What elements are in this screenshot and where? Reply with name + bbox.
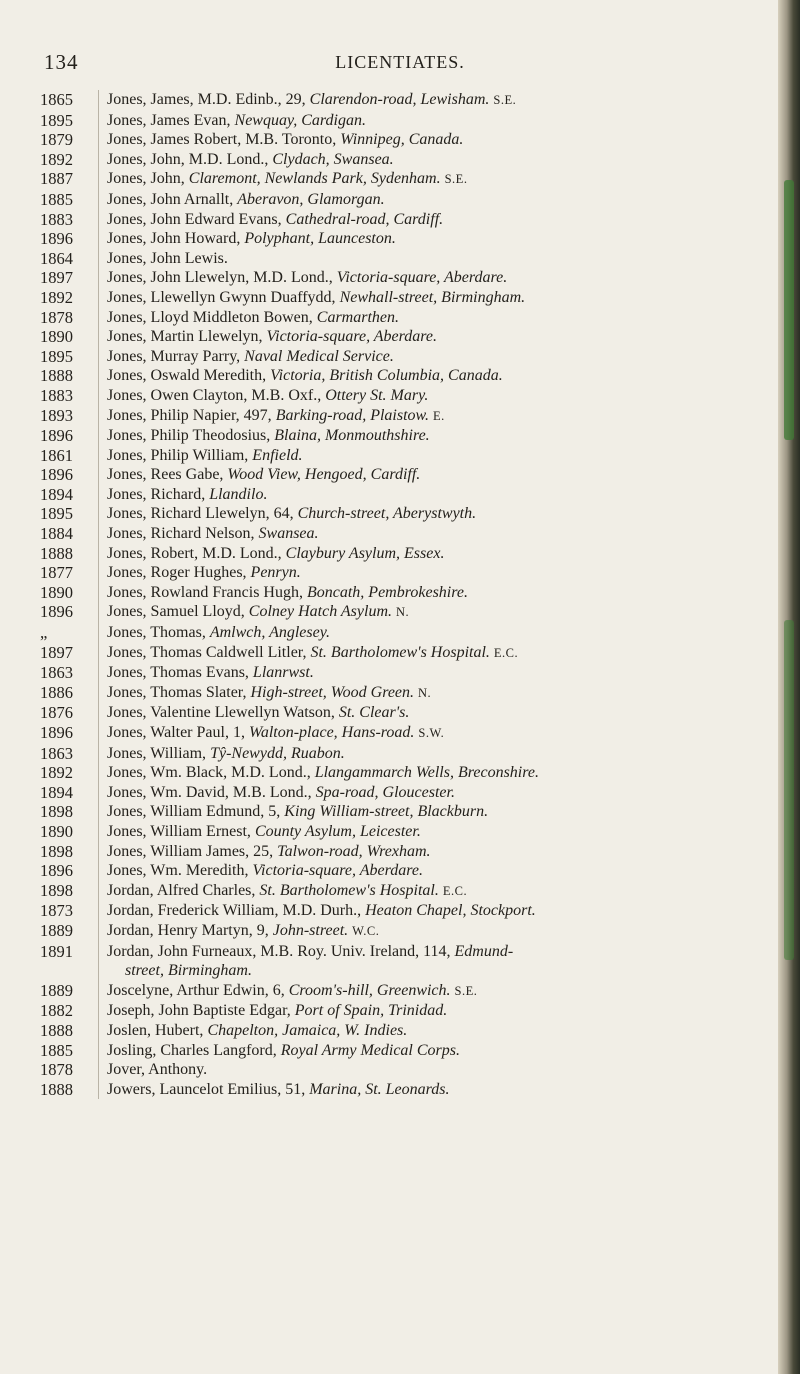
page-number: 134 (44, 50, 79, 74)
entry-year: 1898 (40, 802, 73, 822)
list-item (40, 426, 770, 446)
entry-year: 1892 (40, 763, 73, 783)
entry-body (98, 842, 770, 862)
entry-name: Jones, Wm. Meredith, (107, 862, 249, 880)
entry-district: N. (418, 685, 432, 700)
entry-name: Jones, John, (107, 170, 185, 188)
entry-body (98, 703, 770, 723)
entry-body (98, 1060, 770, 1080)
list-item (40, 406, 770, 427)
entry-body (98, 643, 770, 664)
entry-name: Joslen, Hubert, (107, 1021, 204, 1039)
entry-year: 1888 (40, 1079, 73, 1099)
entry-location: Church-street, Aberystwyth. (297, 505, 477, 523)
list-item (40, 881, 770, 902)
entry-year: 1863 (40, 743, 73, 763)
entry-location: Newhall-street, Birmingham. (339, 288, 526, 306)
list-item (40, 524, 770, 544)
entry-location: Boncath, Pembrokeshire. (306, 583, 468, 601)
entry-body (98, 426, 770, 446)
entry-location: Cathedral-road, Cardiff. (285, 210, 444, 228)
entry-body (98, 229, 770, 249)
entry-body (98, 683, 770, 704)
entry-year: 1888 (40, 366, 73, 386)
entry-year: 1894 (40, 782, 73, 802)
entry-body (98, 1080, 770, 1100)
entry-body (98, 111, 770, 131)
list-item (40, 842, 770, 862)
entry-body (98, 901, 770, 921)
entry-body (98, 544, 770, 564)
entry-body (98, 406, 770, 427)
entry-body (98, 366, 770, 386)
entry-body (98, 504, 770, 524)
entry-name: Jones, William James, 25, (107, 842, 274, 860)
list-item (40, 366, 770, 386)
entry-name: Jordan, Henry Martyn, 9, (107, 921, 269, 939)
entry-location: Victoria-square, Aberdare. (252, 862, 423, 880)
entry-name: Jowers, Launcelot Emilius, 51, (107, 1080, 306, 1098)
entry-year: 1896 (40, 602, 73, 622)
list-item (40, 544, 770, 564)
list-item (40, 563, 770, 583)
entry-year: 1883 (40, 385, 73, 405)
entry-location: Claybury Asylum, Essex. (285, 544, 445, 562)
entry-location: Spa-road, Gloucester. (315, 783, 455, 801)
entry-name: Jordan, Frederick William, M.D. Durh., (107, 902, 362, 920)
entry-name: Jones, Philip Theodosius, (107, 427, 271, 445)
entry-body (98, 150, 770, 170)
list-item (40, 822, 770, 842)
entry-year: 1886 (40, 682, 73, 702)
entry-body (98, 465, 770, 485)
entry-location: Walton-place, Hans-road. (248, 724, 415, 741)
entry-body (98, 288, 770, 308)
entry-location: Penryn. (250, 564, 301, 582)
list-item (40, 229, 770, 249)
list-item (40, 150, 770, 170)
list-item (40, 802, 770, 822)
entry-location: Royal Army Medical Corps. (280, 1041, 460, 1059)
list-item (40, 249, 770, 269)
entry-name: Jones, James Robert, M.B. Toronto, (107, 131, 337, 149)
entry-body (98, 485, 770, 505)
entry-location: Tŷ-Newydd, Ruabon. (210, 744, 345, 762)
entry-year: 1889 (40, 920, 73, 940)
list-item (40, 190, 770, 210)
entry-location: Clydach, Swansea. (272, 150, 394, 168)
entry-year: 1897 (40, 642, 73, 662)
entry-name: Joscelyne, Arthur Edwin, 6, (107, 981, 285, 999)
entry-name: Jones, John Lewis. (107, 249, 228, 267)
entry-body (98, 1041, 770, 1061)
entry-name: Jones, Lloyd Middleton Bowen, (107, 308, 313, 326)
entry-year: 1887 (40, 169, 73, 189)
entry-district: E.C. (493, 645, 519, 660)
list-item (40, 583, 770, 603)
entry-location: Colney Hatch Asylum. (248, 603, 392, 621)
entry-name: Jones, Wm. Black, M.D. Lond., (107, 764, 311, 782)
list-item (40, 663, 770, 683)
entry-body (98, 802, 770, 822)
entry-year: 1890 (40, 821, 73, 841)
entry-body (98, 308, 770, 328)
entry-name: Jones, Llewellyn Gwynn Duaffydd, (107, 288, 336, 306)
entry-location: Llangammarch Wells, Breconshire. (314, 764, 539, 782)
entry-body (98, 1001, 770, 1021)
entry-year: 1896 (40, 426, 73, 446)
entry-year: 1882 (40, 1001, 73, 1021)
entry-location: Chapelton, Jamaica, W. Indies. (207, 1021, 408, 1039)
entry-location: Aberavon, Glamorgan. (237, 190, 385, 208)
entry-body (98, 249, 770, 269)
entry-location: Enfield. (252, 446, 303, 464)
entry-location: Talwon-road, Wrexham. (277, 842, 431, 860)
entry-location: Edmund- (454, 942, 514, 960)
list-item (40, 744, 770, 764)
entry-name: Joseph, John Baptiste Edgar, (107, 1002, 291, 1020)
entry-year: 1863 (40, 663, 73, 683)
entry-location: Newquay, Cardigan. (234, 111, 366, 129)
entry-year: 1883 (40, 209, 73, 229)
list-item (40, 268, 770, 288)
entry-name: Jones, John, M.D. Lond., (107, 150, 269, 168)
list-item (40, 643, 770, 664)
entry-year: „ (40, 623, 48, 643)
entry-year: 1888 (40, 1020, 73, 1040)
entry-body (98, 190, 770, 210)
entry-name: Jones, Murray Parry, (107, 347, 241, 365)
entry-body (98, 881, 770, 902)
entry-body (98, 921, 770, 942)
list-item (40, 504, 770, 524)
entry-location: Polyphant, Launceston. (244, 230, 396, 248)
entry-district: E.C. (442, 883, 468, 898)
list-item (40, 169, 770, 190)
list-item (40, 90, 770, 111)
list-item (40, 308, 770, 328)
entry-year: 1873 (40, 901, 73, 921)
entry-body (98, 169, 770, 190)
entry-location: St. Clear's. (338, 704, 410, 722)
list-item (40, 981, 770, 1002)
entry-body (98, 386, 770, 406)
list-item (40, 1080, 770, 1100)
entry-year: 1885 (40, 189, 73, 209)
entry-name: Jones, Oswald Meredith, (107, 367, 267, 385)
list-item (40, 465, 770, 485)
entry-body (98, 563, 770, 583)
entry-year: 1898 (40, 880, 73, 900)
entry-location: County Asylum, Leicester. (254, 822, 421, 840)
list-item (40, 347, 770, 367)
entry-year: 1896 (40, 229, 73, 249)
entry-location: Wood View, Hengoed, Cardiff. (227, 466, 421, 484)
entry-year: 1890 (40, 582, 73, 602)
list-item (40, 485, 770, 505)
running-title: LICENTIATES. (335, 52, 465, 72)
entry-location: Clarendon-road, Lewisham. (309, 91, 490, 108)
list-item (40, 1041, 770, 1061)
entry-district: S.E. (444, 172, 468, 187)
entry-year: 1861 (40, 445, 73, 465)
entry-name: Jones, Richard Llewelyn, 64, (107, 505, 294, 523)
list-item (40, 1001, 770, 1021)
entry-location: Amlwch, Anglesey. (209, 624, 330, 642)
entry-name: Jordan, Alfred Charles, (107, 881, 256, 899)
list-item (40, 861, 770, 881)
entry-location: Victoria-square, Aberdare. (266, 328, 438, 346)
entry-year: 1898 (40, 841, 73, 861)
entry-year: 1884 (40, 524, 73, 544)
entry-year: 1895 (40, 346, 73, 366)
entry-name: Jones, William, (107, 744, 207, 762)
entry-name: Jones, William Ernest, (107, 822, 251, 840)
entry-name: Jones, Wm. David, M.B. Lond., (107, 783, 312, 801)
list-item (40, 683, 770, 704)
entry-year: 1894 (40, 484, 73, 504)
list-item (40, 1060, 770, 1080)
list-item (40, 783, 770, 803)
entry-year: 1896 (40, 465, 73, 485)
entry-name: Jones, John Howard, (107, 230, 241, 248)
entry-name: Jones, John Edward Evans, (107, 210, 282, 228)
entry-name: Josling, Charles Langford, (107, 1041, 277, 1059)
entry-name: Jones, Philip Napier, 497, (107, 406, 272, 424)
entry-district: S.E. (454, 983, 478, 998)
entry-name: Jones, James Evan, (107, 111, 231, 129)
list-item (40, 763, 770, 783)
entry-body (98, 446, 770, 466)
entry-body (98, 942, 770, 981)
entry-name: Jones, John Llewelyn, M.D. Lond., (107, 269, 333, 287)
entry-name: Jones, Thomas Slater, (107, 683, 247, 701)
entry-name: Jones, Thomas Caldwell Litler, (107, 643, 307, 661)
entry-district: W.C. (352, 923, 380, 938)
list-item (40, 921, 770, 942)
entry-year: 1877 (40, 563, 73, 583)
entry-location: Victoria, British Columbia, Canada. (270, 367, 503, 385)
entry-name: Jones, Robert, M.D. Lond., (107, 544, 282, 562)
list-item (40, 703, 770, 723)
entry-year: 1889 (40, 980, 73, 1000)
entry-name: Jones, Thomas, (107, 624, 206, 642)
entry-name: Jones, Rees Gabe, (107, 466, 224, 484)
list-item (40, 386, 770, 406)
entry-location: Port of Spain, Trinidad. (294, 1002, 448, 1020)
entry-body (98, 723, 770, 744)
entry-location: High-street, Wood Green. (250, 683, 415, 701)
list-item (40, 446, 770, 466)
entry-name: Jones, Valentine Llewellyn Watson, (107, 704, 335, 722)
entry-year: 1876 (40, 703, 73, 723)
entry-year: 1891 (40, 941, 73, 961)
list-item (40, 288, 770, 308)
entry-year: 1864 (40, 248, 73, 268)
entry-location: Ottery St. Mary. (325, 386, 429, 404)
entry-name: Jones, John Arnallt, (107, 190, 234, 208)
list-item (40, 210, 770, 230)
entry-body (98, 583, 770, 603)
entry-location: Marina, St. Leonards. (309, 1080, 450, 1098)
entry-name: Jones, Philip William, (107, 446, 249, 464)
entry-name: Jones, Martin Llewelyn, (107, 328, 263, 346)
entry-name: Jones, Rowland Francis Hugh, (107, 583, 303, 601)
entry-year: 1878 (40, 307, 73, 327)
entry-year: 1878 (40, 1060, 73, 1080)
entry-location: St. Bartholomew's Hospital. (259, 881, 439, 899)
entry-body (98, 783, 770, 803)
entry-body (98, 327, 770, 347)
entry-location: Swansea. (258, 525, 319, 543)
page-header (0, 50, 800, 80)
entry-name: Jones, William Edmund, 5, (107, 803, 281, 821)
entry-year: 1896 (40, 861, 73, 881)
entry-body (98, 268, 770, 288)
list-item (40, 130, 770, 150)
entry-name: Jones, Samuel Lloyd, (107, 603, 245, 621)
entry-body (98, 763, 770, 783)
entry-year: 1892 (40, 287, 73, 307)
entry-body (98, 210, 770, 230)
entry-body (98, 130, 770, 150)
entry-body (98, 822, 770, 842)
entry-location: Heaton Chapel, Stockport. (365, 902, 536, 920)
list-item (40, 623, 770, 643)
entry-year: 1879 (40, 130, 73, 150)
entry-year: 1895 (40, 110, 73, 130)
list-item (40, 942, 770, 981)
entry-year: 1897 (40, 268, 73, 288)
entry-location: King William-street, Blackburn. (284, 803, 489, 821)
entry-year: 1895 (40, 504, 73, 524)
entry-location: St. Bartholomew's Hospital. (310, 643, 490, 661)
entry-name: Jones, Thomas Evans, (107, 664, 249, 682)
entry-body (98, 347, 770, 367)
entry-location: Claremont, Newlands Park, Sydenham. (188, 170, 441, 188)
entry-year: 1893 (40, 405, 73, 425)
binding-stain (784, 180, 794, 440)
entry-body (98, 90, 770, 111)
entry-district: S.E. (493, 93, 517, 107)
entry-name: Jones, James, M.D. Edinb., 29, (107, 91, 306, 108)
list-item (40, 1021, 770, 1041)
licentiates-list (40, 90, 770, 1099)
list-item (40, 111, 770, 131)
entry-body (98, 861, 770, 881)
entry-body (98, 744, 770, 764)
entry-year: 1885 (40, 1040, 73, 1060)
entry-district: E. (433, 408, 445, 423)
entry-body (98, 981, 770, 1002)
entry-location: Croom's-hill, Greenwich. (288, 981, 451, 999)
entry-name: Jones, Walter Paul, 1, (107, 724, 245, 741)
entry-year: 1890 (40, 327, 73, 347)
entry-location: Llanrwst. (252, 664, 314, 682)
entry-location: Blaina, Monmouthshire. (274, 427, 430, 445)
entry-location: Winnipeg, Canada. (340, 131, 464, 149)
entry-body (98, 623, 770, 643)
entry-body (98, 663, 770, 683)
entry-location: Carmarthen. (316, 308, 399, 326)
entry-year: 1892 (40, 149, 73, 169)
entry-name: Jover, Anthony. (107, 1061, 208, 1079)
entry-name: Jones, Roger Hughes, (107, 564, 247, 582)
entry-location: Naval Medical Service. (244, 347, 394, 365)
entry-name: Jordan, John Furneaux, M.B. Roy. Univ. Ireland, 114, (107, 942, 451, 960)
binding-stain (784, 620, 794, 960)
list-item (40, 327, 770, 347)
entry-district: N. (396, 605, 410, 620)
entry-name: Jones, Richard Nelson, (107, 525, 255, 543)
entry-name: Jones, Richard, (107, 485, 206, 503)
list-item (40, 901, 770, 921)
list-item (40, 723, 770, 744)
entry-body (98, 602, 770, 623)
entry-district: S.W. (418, 726, 445, 740)
entry-location-continuation: street, Birmingham. (125, 962, 252, 980)
entry-location: John-street. (272, 921, 349, 939)
entry-location: Barking-road, Plaistow. (275, 406, 430, 424)
entry-year: 1896 (40, 723, 73, 742)
entry-name: Jones, Owen Clayton, M.B. Oxf., (107, 386, 322, 404)
entry-year: 1865 (40, 90, 73, 109)
entry-year: 1888 (40, 543, 73, 563)
entry-location: Llandilo. (209, 485, 268, 503)
entry-location: Victoria-square, Aberdare. (336, 269, 508, 287)
list-item (40, 602, 770, 623)
entry-body (98, 524, 770, 544)
entry-body (98, 1021, 770, 1041)
